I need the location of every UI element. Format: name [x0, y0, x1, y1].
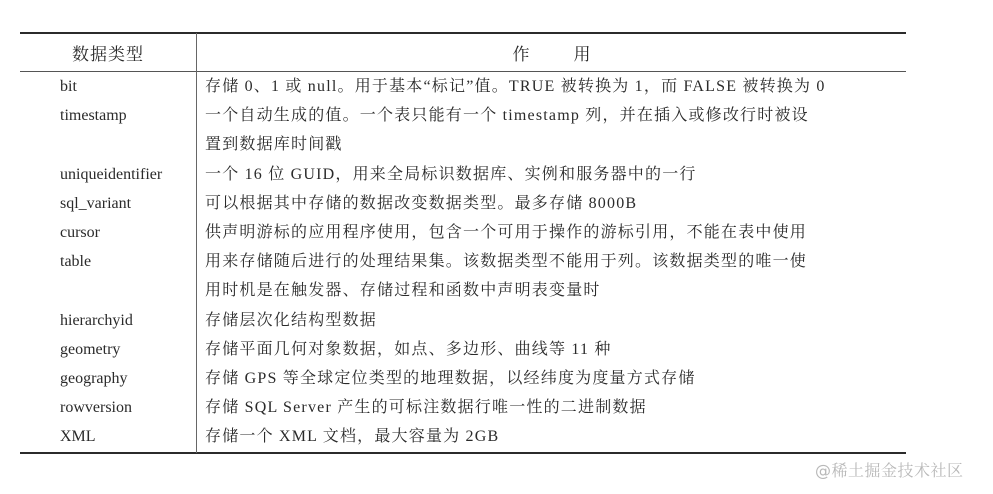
cell-description [196, 218, 905, 247]
cell-description [196, 306, 905, 335]
cell-description [196, 393, 905, 422]
table-row [20, 335, 906, 364]
description-line: 可以根据其中存储的数据改变数据类型。最多存储 8000B [205, 194, 638, 212]
description-line: 存储平面几何对象数据，如点、多边形、曲线等 11 种 [205, 340, 612, 358]
table-row [20, 101, 906, 159]
cell-data-type: hierarchyid [60, 311, 133, 329]
header-purpose [197, 34, 906, 71]
cell-data-type: geometry [60, 340, 121, 358]
description-line: 存储层次化结构型数据 [205, 311, 378, 329]
table-row [20, 160, 906, 189]
table-row [20, 189, 906, 218]
cell-data-type: cursor [60, 224, 100, 242]
watermark: @稀土掘金技术社区 [815, 461, 964, 480]
description-line: 用来存储随后进行的处理结果集。该数据类型不能用于列。该数据类型的唯一使 [205, 253, 808, 271]
cell-description [196, 247, 905, 305]
header-data-type: 数据类型 [72, 45, 144, 64]
description-line: 存储一个 XML 文档，最大容量为 2GB [205, 428, 500, 446]
cell-description [196, 422, 905, 451]
header-purpose-label: 作用 [512, 45, 635, 64]
cell-data-type: rowversion [60, 399, 132, 417]
cell-description [196, 364, 905, 393]
description-line: 存储 0、1 或 null。用于基本“标记”值。TRUE 被转换为 1，而 FALSE 被转换为 0 [205, 78, 826, 95]
table-row [20, 306, 906, 335]
description-line: 存储 GPS 等全球定位类型的地理数据，以经纬度为度量方式存储 [205, 370, 696, 388]
table-row [20, 393, 906, 422]
description-line: 一个自动生成的值。一个表只能有一个 timestamp 列，并在插入或修改行时被设 [205, 107, 809, 125]
description-line: 供声明游标的应用程序使用，包含一个可用于操作的游标引用，不能在表中使用 [205, 224, 808, 242]
cell-data-type: bit [60, 78, 77, 95]
cell-data-type: uniqueidentifier [60, 165, 163, 183]
cell-description [196, 160, 905, 189]
table-row [20, 364, 906, 393]
table-row [20, 422, 906, 451]
cell-description [196, 335, 905, 364]
cell-description [196, 101, 905, 159]
table-body [20, 72, 906, 452]
cell-data-type: sql_variant [60, 194, 132, 212]
cell-data-type: timestamp [60, 107, 127, 125]
description-line: 用时机是在触发器、存储过程和函数中声明表变量时 [205, 282, 601, 300]
cell-data-type: table [60, 253, 92, 271]
table-row [20, 247, 906, 305]
cell-description [196, 72, 905, 101]
table-row [20, 218, 906, 247]
description-line: 存储 SQL Server 产生的可标注数据行唯一性的二进制数据 [205, 399, 647, 417]
description-line: 一个 16 位 GUID，用来全局标识数据库、实例和服务器中的一行 [205, 165, 697, 183]
cell-data-type: geography [60, 370, 128, 388]
table-row [20, 72, 906, 101]
cell-description [196, 189, 905, 218]
description-line: 置到数据库时间戳 [205, 136, 343, 154]
cell-data-type: XML [60, 428, 96, 446]
table-bottom-rule [20, 452, 906, 454]
